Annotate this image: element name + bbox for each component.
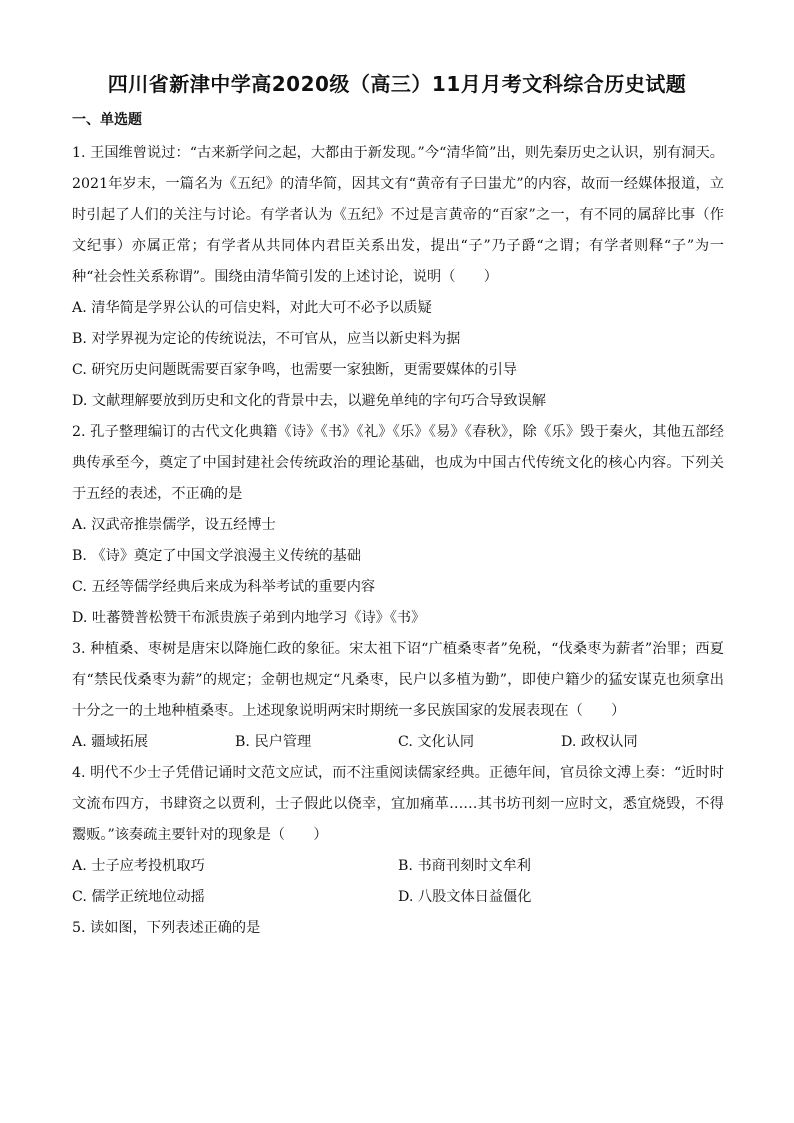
option-d: D. 吐蕃赞普松赞干布派贵族子弟到内地学习《诗》《书》 — [72, 610, 426, 626]
option-a: A. 汉武帝推崇儒学，设五经博士 — [72, 517, 276, 533]
options-row — [72, 882, 724, 913]
section-heading: 一、单选题 — [72, 112, 142, 128]
option-a: A. 清华简是学界公认的可信史料，对此大可不必予以质疑 — [72, 300, 432, 316]
exam-title: 四川省新津中学高2020级（高三）11月月考文科综合历史试题 — [107, 72, 687, 96]
option-b: B. 民户管理 — [235, 734, 312, 750]
question-stem: 3. 种植桑、枣树是唐宋以降施仁政的象征。宋太祖下诏“广植桑枣者”免税，“伐桑枣为薪者”治罪；西夏有“禁民伐桑枣为薪”的规定；金朝也规定“凡桑枣，民户以多植为勤”，即使户籍少的猛安谋克也须拿出十分之一的土地种植桑枣。上述现象说明两宋时期统一多民族国家的发展表现在（ ） — [72, 641, 724, 719]
option-c: C. 研究历史问题既需要百家争鸣，也需要一家独断，更需要媒体的引导 — [72, 362, 517, 378]
question-stem: 2. 孔子整理编订的古代文化典籍《诗》《书》《礼》《乐》《易》《春秋》，除《乐》毁于秦火，其他五部经典传承至今，奠定了中国封建社会传统政治的理论基础，也成为中国古代传统文化的核心内容。下列关于五经的表述，不正确的是 — [72, 424, 724, 502]
question-stem: 4. 明代不少士子凭借记诵时文范文应试，而不注重阅读儒家经典。正德年间，官员徐文溥上奏：“近时时文流布四方，书肆资之以贾利，士子假此以侥幸，宜加痛革……其书坊刊刻一应时文，悉宜烧毁，不得鬻贩。”该奏疏主要针对的现象是（ ） — [72, 765, 724, 843]
option-d: D. 政权认同 — [561, 734, 638, 750]
option-d: D. 文献理解要放到历史和文化的背景中去，以避免单纯的字句巧合导致误解 — [72, 393, 546, 409]
option-a: A. 士子应考投机取巧 — [72, 858, 205, 874]
option-b: B. 书商刊刻时文牟利 — [398, 858, 531, 874]
question-2 — [72, 417, 724, 634]
question-stem: 1. 王国维曾说过：“古来新学问之起，大都由于新发现。”今“清华简”出，则先秦历史之认识，别有洞天。2021年岁末，一篇名为《五纪》的清华简，因其文有“黄帝有子曰蚩尤”的内容，故而一经媒体报道，立时引起了人们的关注与讨论。有学者认为《五纪》不过是言黄帝的“百家”之一，有不同的属辞比事（作文纪事）亦属正常；有学者从共同体内君臣关系出发，提出“子”乃子爵“之谓；有学者则释“子”为一种“社会性关系称谓”。围绕由清华简引发的上述讨论，说明（ ） — [72, 145, 724, 285]
question-5 — [72, 913, 724, 944]
question-4 — [72, 758, 724, 913]
question-3 — [72, 634, 724, 758]
question-1 — [72, 138, 724, 417]
option-d: D. 八股文体日益僵化 — [398, 889, 532, 905]
options-row — [72, 727, 724, 758]
options-row — [72, 851, 724, 882]
question-list — [72, 138, 724, 944]
option-b: B. 对学界视为定论的传统说法，不可官从，应当以新史料为据 — [72, 331, 461, 347]
option-a: A. 疆域拓展 — [72, 734, 149, 750]
option-c: C. 五经等儒学经典后来成为科举考试的重要内容 — [72, 579, 376, 595]
question-stem: 5. 读如图，下列表述正确的是 — [72, 920, 261, 936]
option-c: C. 儒学正统地位动摇 — [72, 889, 205, 905]
option-c: C. 文化认同 — [398, 734, 475, 750]
option-b: B. 《诗》奠定了中国文学浪漫主义传统的基础 — [72, 548, 362, 564]
